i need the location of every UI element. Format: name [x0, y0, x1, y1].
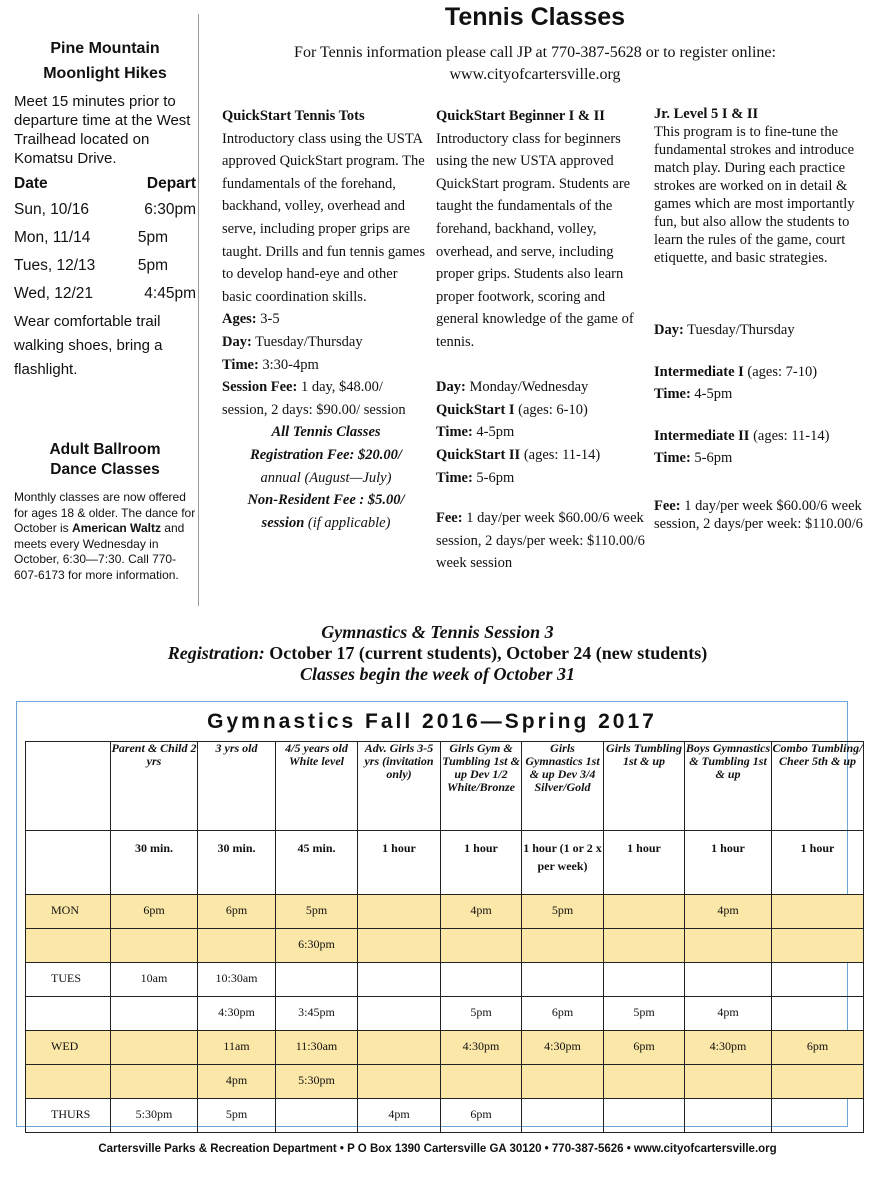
registration-fee: Registration Fee: $20.00/ — [250, 446, 402, 463]
hikes-header — [14, 172, 196, 196]
hike-date: Sun, 10/16 — [14, 201, 89, 218]
hikes-col-date: Date — [14, 175, 48, 192]
schedule-time-cell — [441, 929, 522, 963]
schedule-time-cell: 4pm — [441, 895, 522, 929]
schedule-time-cell: 11:30am — [276, 1031, 358, 1065]
schedule-day-cell — [26, 997, 111, 1031]
hikes-intro: Meet 15 minutes prior to departure time at the West Trailhead located on Komatsu Drive. — [14, 93, 191, 167]
schedule-row — [26, 929, 864, 963]
schedule-time-cell — [358, 895, 441, 929]
schedule-time-cell: 5pm — [522, 895, 604, 929]
schedule-time-cell — [522, 1099, 604, 1133]
schedule-header-cell: Parent & Child 2 yrs — [111, 742, 198, 831]
schedule-time-cell: 4:30pm — [441, 1031, 522, 1065]
col1-ages: Ages: 3-5 — [222, 311, 280, 328]
hike-row — [14, 196, 196, 224]
schedule-duration-cell: 1 hour (1 or 2 x per week) — [522, 831, 604, 895]
ballroom-title — [14, 440, 196, 480]
col2-fee: Fee: 1 day/per week $60.00/6 week session, 2 days/per week: $110.00/6 week session — [436, 510, 645, 572]
hike-row — [14, 224, 196, 252]
schedule-time-cell: 4pm — [685, 997, 772, 1031]
schedule-day-cell: WED — [26, 1031, 111, 1065]
schedule-time-cell: 4pm — [198, 1065, 276, 1099]
col3-intermediate-2: Intermediate II (ages: 11-14) — [654, 428, 830, 444]
schedule-time-cell — [772, 895, 864, 929]
col2-title: QuickStart Beginner I & II — [436, 108, 605, 124]
schedule-time-cell — [685, 1099, 772, 1133]
schedule-header-cell: 3 yrs old — [198, 742, 276, 831]
hikes-title-1: Pine Mountain — [50, 40, 160, 57]
schedule-row — [26, 1099, 864, 1133]
schedule-time-cell — [198, 929, 276, 963]
schedule-time-cell — [604, 1099, 685, 1133]
hike-date: Tues, 12/13 — [14, 257, 96, 274]
hike-date: Wed, 12/21 — [14, 285, 93, 302]
hike-time: 5pm — [137, 229, 168, 246]
schedule-day-cell: TUES — [26, 963, 111, 997]
col2-quickstart-1-time: Time: 4-5pm — [436, 424, 515, 441]
schedule-time-cell — [276, 1099, 358, 1133]
schedule-header-cell: 4/5 years old White level — [276, 742, 358, 831]
schedule-time-cell — [772, 997, 864, 1031]
schedule-time-cell — [111, 1065, 198, 1099]
schedule-time-cell: 5pm — [441, 997, 522, 1031]
col3-day: Day: Tuesday/Thursday — [654, 322, 795, 338]
schedule-duration-cell — [26, 831, 111, 895]
all-classes-title: All Tennis Classes — [271, 424, 381, 441]
schedule-time-cell — [522, 1065, 604, 1099]
schedule-time-cell: 6pm — [441, 1099, 522, 1133]
schedule-time-cell: 6pm — [772, 1031, 864, 1065]
session-title: Gymnastics & Tennis Session 3 — [321, 622, 554, 642]
schedule-time-cell: 5:30pm — [276, 1065, 358, 1099]
schedule-duration-cell: 1 hour — [685, 831, 772, 895]
schedule-time-cell: 5:30pm — [111, 1099, 198, 1133]
hike-row — [14, 252, 196, 280]
col3-intermediate-2-time: Time: 5-6pm — [654, 450, 733, 466]
schedule-time-cell — [358, 929, 441, 963]
session-start: Classes begin the week of October 31 — [300, 664, 575, 684]
schedule-time-cell: 11am — [198, 1031, 276, 1065]
tennis-info — [210, 42, 860, 86]
schedule-time-cell: 10:30am — [198, 963, 276, 997]
schedule-time-cell — [522, 963, 604, 997]
schedule-time-cell: 4:30pm — [522, 1031, 604, 1065]
col3-desc: This program is to fine-tune the fundamental strokes and introduce match play. During each practice strokes are worked on in detail & games which are most importantly fun, but also allow the students to learn the rules of the game, court etiquette, and basic strategies. — [654, 124, 855, 266]
schedule-time-cell: 4:30pm — [198, 997, 276, 1031]
schedule-time-cell — [604, 963, 685, 997]
schedule-time-cell: 6pm — [198, 895, 276, 929]
hike-time: 5pm — [137, 257, 168, 274]
schedule-time-cell: 6pm — [522, 997, 604, 1031]
schedule-time-cell — [772, 963, 864, 997]
session-registration: Registration: October 17 (current students), October 24 (new students) — [167, 643, 708, 663]
schedule-time-cell: 5pm — [198, 1099, 276, 1133]
col2-desc: Introductory class for beginners using the new USTA approved QuickStart program. Students are taught the fundamentals of the forehand, backhand, volley, overhead, and serve, including proper grips. Students also learn proper footwork, scoring and general knowledge of the game of tennis. — [436, 130, 634, 350]
nonresident-fee: Non-Resident Fee : $5.00/ — [247, 492, 405, 509]
schedule-time-cell — [772, 1099, 864, 1133]
schedule-header-cell: Girls Tumbling 1st & up — [604, 742, 685, 831]
schedule-row — [26, 963, 864, 997]
col1-day: Day: Tuesday/Thursday — [222, 333, 363, 350]
footer: Cartersville Parks & Recreation Department • P O Box 1390 Cartersville GA 30120 • 770-387-5626 • www.cityofcartersville.org — [98, 1143, 777, 1155]
schedule-duration-cell: 30 min. — [111, 831, 198, 895]
hike-row — [14, 280, 196, 308]
ballroom-dance-name: American Waltz — [72, 521, 161, 535]
hikes-note: Wear comfortable trail walking shoes, bring a flashlight. — [14, 313, 163, 378]
col3-title: Jr. Level 5 I & II — [654, 106, 759, 122]
schedule-time-cell — [772, 1065, 864, 1099]
schedule-time-cell — [358, 1065, 441, 1099]
col2-quickstart-1: QuickStart I (ages: 6-10) — [436, 401, 588, 418]
ballroom-text — [14, 490, 196, 583]
schedule-time-cell — [358, 963, 441, 997]
schedule-time-cell — [358, 1031, 441, 1065]
schedule-time-cell — [604, 895, 685, 929]
tennis-tots-column — [222, 105, 430, 534]
ballroom-title-2: Dance Classes — [50, 461, 160, 478]
schedule-time-cell — [111, 1031, 198, 1065]
schedule-duration-row — [26, 831, 864, 895]
schedule-time-cell — [441, 963, 522, 997]
schedule-day-cell: MON — [26, 895, 111, 929]
schedule-day-cell — [26, 1065, 111, 1099]
schedule-duration-cell: 1 hour — [604, 831, 685, 895]
col3-intermediate-1: Intermediate I (ages: 7-10) — [654, 364, 818, 380]
schedule-row — [26, 997, 864, 1031]
schedule-day-cell — [26, 929, 111, 963]
jr-level-column — [654, 105, 869, 533]
col2-quickstart-2-time: Time: 5-6pm — [436, 469, 515, 486]
schedule-time-cell — [685, 1065, 772, 1099]
schedule-row — [26, 1065, 864, 1099]
ballroom-text-2: and meets every Wednesday in October, 6:30—7:30. Call 770-607-6173 for more information. — [14, 521, 185, 582]
ballroom-title-1: Adult Ballroom — [49, 441, 161, 458]
schedule-time-cell: 6:30pm — [276, 929, 358, 963]
schedule-time-cell — [685, 929, 772, 963]
col1-time: Time: 3:30-4pm — [222, 356, 319, 373]
all-classes-fees — [222, 421, 430, 534]
schedule-time-cell: 4:30pm — [685, 1031, 772, 1065]
schedule-header-cell: Girls Gym & Tumbling 1st & up Dev 1/2 White/Bronze — [441, 742, 522, 831]
schedule-time-cell: 3:45pm — [276, 997, 358, 1031]
tennis-title: Tennis Classes — [444, 3, 626, 31]
schedule-time-cell: 6pm — [604, 1031, 685, 1065]
hike-time: 4:45pm — [144, 285, 196, 302]
hikes-col-depart: Depart — [146, 175, 196, 192]
schedule-table — [25, 741, 864, 1133]
schedule-duration-cell: 1 hour — [441, 831, 522, 895]
schedule-header-cell: Adv. Girls 3-5 yrs (invitation only) — [358, 742, 441, 831]
schedule-row — [26, 1031, 864, 1065]
schedule-duration-cell: 1 hour — [358, 831, 441, 895]
session-info — [0, 622, 875, 685]
sidebar — [14, 36, 196, 583]
quickstart-beginner-column — [436, 105, 648, 575]
schedule-day-cell: THURS — [26, 1099, 111, 1133]
ballroom-text-1: Monthly classes are now offered for ages 18 & older. The dance for October is — [14, 490, 196, 535]
col3-fee: Fee: 1 day/per week $60.00/6 week session, 2 days/per week: $110.00/6 — [654, 498, 863, 532]
schedule-time-cell — [522, 929, 604, 963]
col1-desc: Introductory class using the USTA approved QuickStart program. The fundamentals of the forehand, backhand, volley, overhead and serve, including proper grips are taught. Drills and fun tennis games to develop hand-eye and other basic coordination skills. — [222, 130, 425, 305]
schedule-header-cell — [26, 742, 111, 831]
schedule-time-cell: 4pm — [685, 895, 772, 929]
schedule-duration-cell: 30 min. — [198, 831, 276, 895]
hike-time: 6:30pm — [144, 201, 196, 218]
hike-date: Mon, 11/14 — [14, 229, 91, 246]
schedule-header-cell: Combo Tumbling/ Cheer 5th & up — [772, 742, 864, 831]
registration-fee-period: annual (August—July) — [260, 469, 392, 486]
schedule-time-cell — [604, 929, 685, 963]
schedule-duration-cell: 45 min. — [276, 831, 358, 895]
schedule-header-cell: Girls Gymnastics 1st & up Dev 3/4 Silver/Gold — [522, 742, 604, 831]
schedule-time-cell: 10am — [111, 963, 198, 997]
schedule-time-cell — [276, 963, 358, 997]
schedule-header-row — [26, 742, 864, 831]
schedule-duration-cell: 1 hour — [772, 831, 864, 895]
nonresident-fee-note: session (if applicable) — [261, 514, 391, 531]
schedule-time-cell — [441, 1065, 522, 1099]
schedule-time-cell: 5pm — [276, 895, 358, 929]
schedule-time-cell: 4pm — [358, 1099, 441, 1133]
schedule-time-cell — [111, 997, 198, 1031]
col1-fee: Session Fee: 1 day, $48.00/ session, 2 days: $90.00/ session — [222, 379, 406, 418]
schedule-title: Gymnastics Fall 2016—Spring 2017 — [207, 710, 657, 733]
schedule-time-cell — [685, 963, 772, 997]
column-divider — [198, 14, 199, 606]
col2-day: Day: Monday/Wednesday — [436, 379, 589, 396]
schedule-time-cell: 6pm — [111, 895, 198, 929]
tennis-info-line: For Tennis information please call JP at 770-387-5628 or to register online: — [294, 44, 776, 61]
schedule-time-cell — [111, 929, 198, 963]
col3-intermediate-1-time: Time: 4-5pm — [654, 386, 733, 402]
col1-title: QuickStart Tennis Tots — [222, 108, 365, 124]
schedule-header-cell: Boys Gymnastics & Tumbling 1st & up — [685, 742, 772, 831]
col2-quickstart-2: QuickStart II (ages: 11-14) — [436, 446, 601, 463]
schedule-time-cell — [604, 1065, 685, 1099]
schedule-time-cell — [358, 997, 441, 1031]
tennis-website: www.cityofcartersville.org — [449, 66, 621, 83]
gymnastics-schedule — [16, 701, 863, 1127]
schedule-row — [26, 895, 864, 929]
hikes-title-2: Moonlight Hikes — [43, 65, 167, 82]
schedule-time-cell — [772, 929, 864, 963]
schedule-time-cell: 5pm — [604, 997, 685, 1031]
hikes-table — [14, 172, 196, 308]
